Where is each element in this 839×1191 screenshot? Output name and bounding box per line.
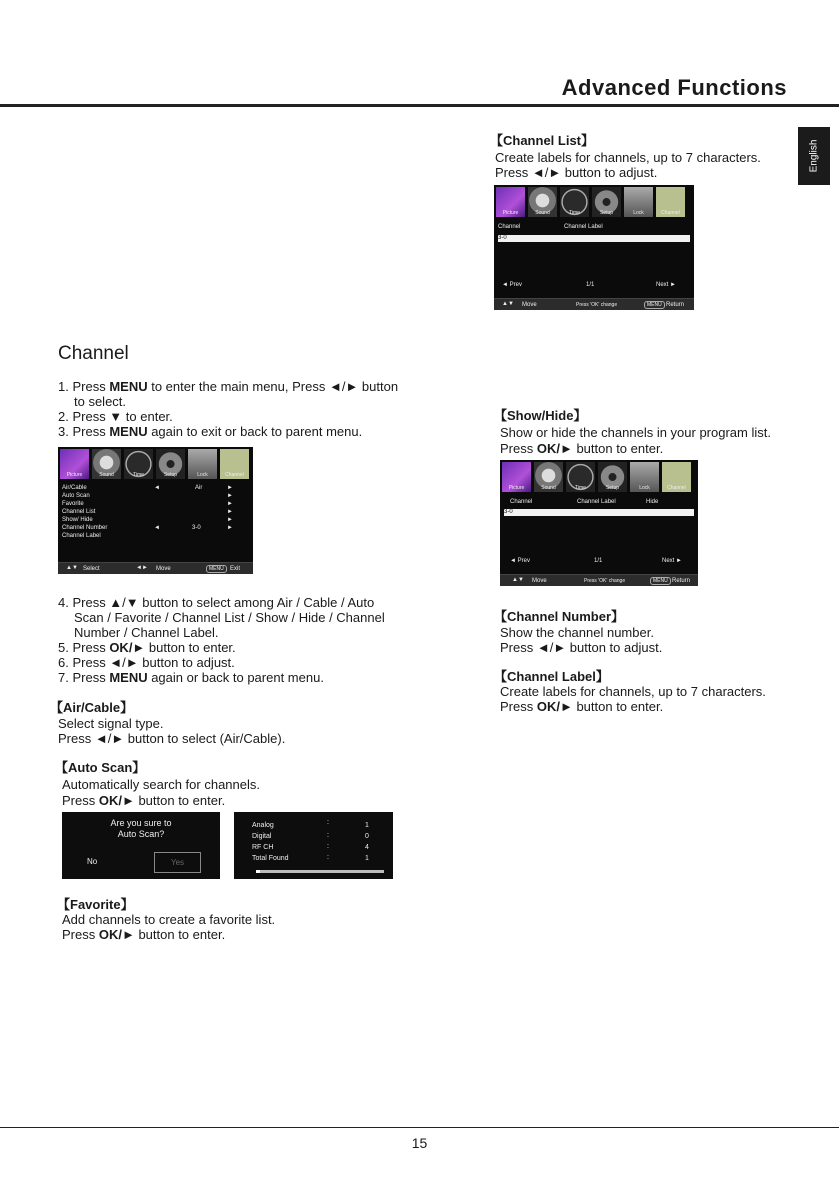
step-4 [58,595,374,610]
line-text: button to enter. [572,441,664,456]
line-text: Press [62,927,99,942]
menu-key-icon: MENU [644,301,665,309]
step-5 [58,640,236,655]
language-label: English [808,139,820,173]
scan-colon: : [327,832,329,839]
footer-return: Return [666,302,685,308]
air-cable-title: 【Air/Cable】 [50,700,134,715]
menu-item [62,517,249,524]
prev-label: Prev [509,282,522,288]
step-1 [58,379,398,394]
next-control[interactable] [662,558,682,564]
footer-move: Move [156,566,171,572]
number-value: 3-0 [192,525,201,531]
step-text: Press [72,670,110,685]
air-value: Air [195,485,203,491]
icon-label: Time [133,472,144,478]
footer-change: Press 'OK' change [584,578,626,584]
icon-label: Sound [99,472,114,478]
scan-value: 4 [365,844,369,851]
lock-icon [624,187,653,217]
step-bold: MENU [109,424,148,439]
show-hide-screenshot [500,460,698,586]
icon-label: Setup [599,210,614,216]
sound-icon [92,449,121,479]
sound-icon [528,187,557,217]
channel-icon [656,187,685,217]
channel-list-title: 【Channel List】 [490,133,595,148]
step-text: button to enter. [145,640,236,655]
show-hide-line2 [500,441,663,456]
step-num: 3. [58,424,69,439]
scan-colon: : [327,819,329,826]
list-footer [494,298,694,310]
list-footer [500,574,698,586]
menu-item [62,485,249,492]
lock-icon [630,462,659,492]
auto-scan-line2 [62,793,225,808]
channel-icon [220,449,249,479]
icon-label: Time [569,210,580,216]
line-text: Press [500,699,537,714]
channel-label-title: 【Channel Label】 [494,669,609,684]
lock-icon [188,449,217,479]
header-rule [0,104,839,107]
step-bold: OK/► [109,640,146,655]
menu-item-label: Auto Scan [62,493,90,499]
prev-arrow-icon: ◄ [502,282,508,288]
auto-scan-confirm-screenshot [62,812,220,879]
icon-label: Picture [508,485,525,491]
line-text: Press [500,441,537,456]
time-icon [560,187,589,217]
next-label: Next [656,282,669,288]
footer-rule [0,1127,839,1128]
scan-value: 0 [365,833,369,840]
show-hide-title: 【Show/Hide】 [494,408,587,423]
step-num: 5. [58,640,69,655]
sound-icon [534,462,563,492]
setup-icon [598,462,627,492]
step-num: 2. [58,409,69,424]
channel-number-line2: Press ◄/► button to adjust. [500,640,663,655]
scan-colon: : [327,854,329,861]
column-header: Channel Label [577,499,616,505]
step-bold: MENU [109,379,148,394]
scan-label: RF CH [252,844,274,851]
picture-icon [60,449,89,479]
icon-label: Picture [66,472,83,478]
page-number: 15 [411,1135,428,1151]
channel-list-line1: Create labels for channels, up to 7 characters. [495,150,761,165]
channel-icon [662,462,691,492]
favorite-line2 [62,927,225,942]
icon-label: Sound [541,485,556,491]
icon-label: Channel [225,472,244,478]
setup-icon [592,187,621,217]
list-header [498,224,690,231]
icon-label: Sound [535,210,550,216]
prev-arrow-icon: ◄ [510,558,516,564]
step-num: 4. [58,595,69,610]
next-label: Next [662,558,675,564]
line-text: button to enter. [134,927,226,942]
menu-item-label: Channel Number [62,525,108,531]
prev-control[interactable] [510,558,530,564]
icon-label: Channel [667,485,686,491]
icon-label: Time [575,485,586,491]
auto-scan-title: 【Auto Scan】 [55,760,146,775]
channel-list-screenshot [494,185,694,310]
line-bold: OK/► [98,927,135,942]
page-indicator: 1/1 [594,558,603,564]
menu-key-icon: MENU [650,577,671,585]
list-header [510,499,694,506]
step-text: Press ▲/▼ button to select among Air / Cable / Auto [72,595,375,610]
icon-label: Lock [197,472,208,478]
footer-select: Select [83,566,100,572]
icon-label: Lock [639,485,650,491]
step-6 [58,655,235,670]
footer-change: Press 'OK' change [576,302,618,308]
column-header: Channel [510,499,533,505]
line-text: button to enter. [572,699,664,714]
up-down-icon: ▲▼ [502,301,514,307]
scan-label: Analog [252,822,274,829]
right-arrow-icon: ► [227,517,233,523]
picture-icon [496,187,525,217]
left-arrow-icon: ◄ [154,485,160,491]
step-text: Press [72,424,110,439]
favorite-line1: Add channels to create a favorite list. [62,912,276,927]
step-num: 1. [58,379,69,394]
air-cable-line2: Press ◄/► button to select (Air/Cable). [58,731,286,746]
channel-label-line1: Create labels for channels, up to 7 characters. [500,684,766,699]
right-arrow-icon: ► [227,501,233,507]
step-2 [58,409,173,424]
time-icon [124,449,153,479]
auto-scan-line1: Automatically search for channels. [62,777,260,792]
up-down-icon: ▲▼ [66,565,78,571]
scan-progress-fill [256,870,260,873]
no-button[interactable]: No [87,857,98,866]
scan-colon: : [327,843,329,850]
channel-list-line2: Press ◄/► button to adjust. [495,165,658,180]
step-text: again or back to parent menu. [147,670,324,685]
channel-number-line1: Show the channel number. [500,625,654,640]
menu-item-label: Channel List [62,509,96,515]
icon-label: Picture [502,210,519,216]
step-text: Press [72,640,110,655]
prev-control[interactable] [502,282,522,288]
step-4-cont: Number / Channel Label. [74,625,219,640]
yes-button[interactable]: Yes [154,852,201,873]
line-text: Press [62,793,99,808]
menu-key-icon: MENU [206,565,227,573]
footer-exit: Exit [230,566,241,572]
right-arrow-icon: ► [227,525,233,531]
right-arrow-icon: ► [227,509,233,515]
section-title-channel: Channel [58,343,129,364]
step-3 [58,424,362,439]
menu-item [62,525,249,532]
step-bold: MENU [109,670,148,685]
up-down-icon: ▲▼ [512,577,524,583]
scan-value: 1 [365,822,369,829]
confirm-question: Are you sure to [110,818,172,828]
menu-icon-row [500,460,693,492]
channel-menu-screenshot [58,447,253,574]
page-indicator: 1/1 [586,282,595,288]
menu-item [62,501,249,508]
menu-item-label: Air/Cable [62,485,87,491]
line-bold: OK/► [536,441,573,456]
step-text: Press ▼ to enter. [72,409,173,424]
menu-item [62,493,249,500]
left-arrow-icon: ◄ [154,525,160,531]
channel-label-line2 [500,699,663,714]
menu-footer [58,562,253,574]
icon-label: Setup [605,485,620,491]
icon-label: Channel [661,210,680,216]
list-row-selected[interactable] [504,509,694,516]
left-right-icon: ◄► [136,565,148,571]
auto-scan-progress-screenshot [234,812,393,879]
menu-item-label: Channel Label [62,533,101,539]
line-bold: OK/► [536,699,573,714]
step-4-cont: Scan / Favorite / Channel List / Show / Hide / Channel [74,610,385,625]
show-hide-line1: Show or hide the channels in your program list. [500,425,771,440]
scan-label: Total Found [252,855,289,862]
step-num: 6. [58,655,69,670]
channel-number-title: 【Channel Number】 [494,609,625,624]
scan-value: 1 [365,855,369,862]
channel-value: 3-0 [504,509,513,515]
next-arrow-icon: ► [670,282,676,288]
confirm-question: Auto Scan? [117,829,165,839]
menu-icon-row [494,185,687,217]
prev-label: Prev [517,558,530,564]
line-text: button to enter. [134,793,226,808]
menu-item-label: Show/ Hide [62,517,93,523]
menu-item [62,509,249,516]
time-icon [566,462,595,492]
favorite-title: 【Favorite】 [57,897,134,912]
column-header: Hide [646,499,659,505]
column-header: Channel [498,224,521,230]
picture-icon [502,462,531,492]
language-tab [798,127,830,185]
step-7 [58,670,324,685]
right-arrow-icon: ► [227,485,233,491]
step-text: again to exit or back to parent menu. [147,424,363,439]
menu-item-label: Favorite [62,501,84,507]
step-1-cont: to select. [74,394,127,409]
step-text: to enter the main menu, Press ◄/► button [147,379,399,394]
page-title: Advanced Functions [561,75,787,100]
footer-move: Move [522,302,537,308]
air-cable-line1: Select signal type. [58,716,164,731]
footer-move: Move [532,578,547,584]
list-row-selected[interactable] [498,235,690,242]
step-num: 7. [58,670,69,685]
channel-value: 3-0 [498,235,507,241]
right-arrow-icon: ► [227,493,233,499]
next-control[interactable] [656,282,676,288]
icon-label: Lock [633,210,644,216]
next-arrow-icon: ► [676,558,682,564]
menu-icon-row [58,447,251,479]
menu-item [62,533,249,540]
step-text: Press [72,379,110,394]
icon-label: Setup [163,472,178,478]
scan-label: Digital [252,833,272,840]
scan-progress-bar [256,870,384,873]
footer-return: Return [672,578,691,584]
setup-icon [156,449,185,479]
line-bold: OK/► [98,793,135,808]
step-text: Press ◄/► button to adjust. [72,655,235,670]
column-header: Channel Label [564,224,603,230]
